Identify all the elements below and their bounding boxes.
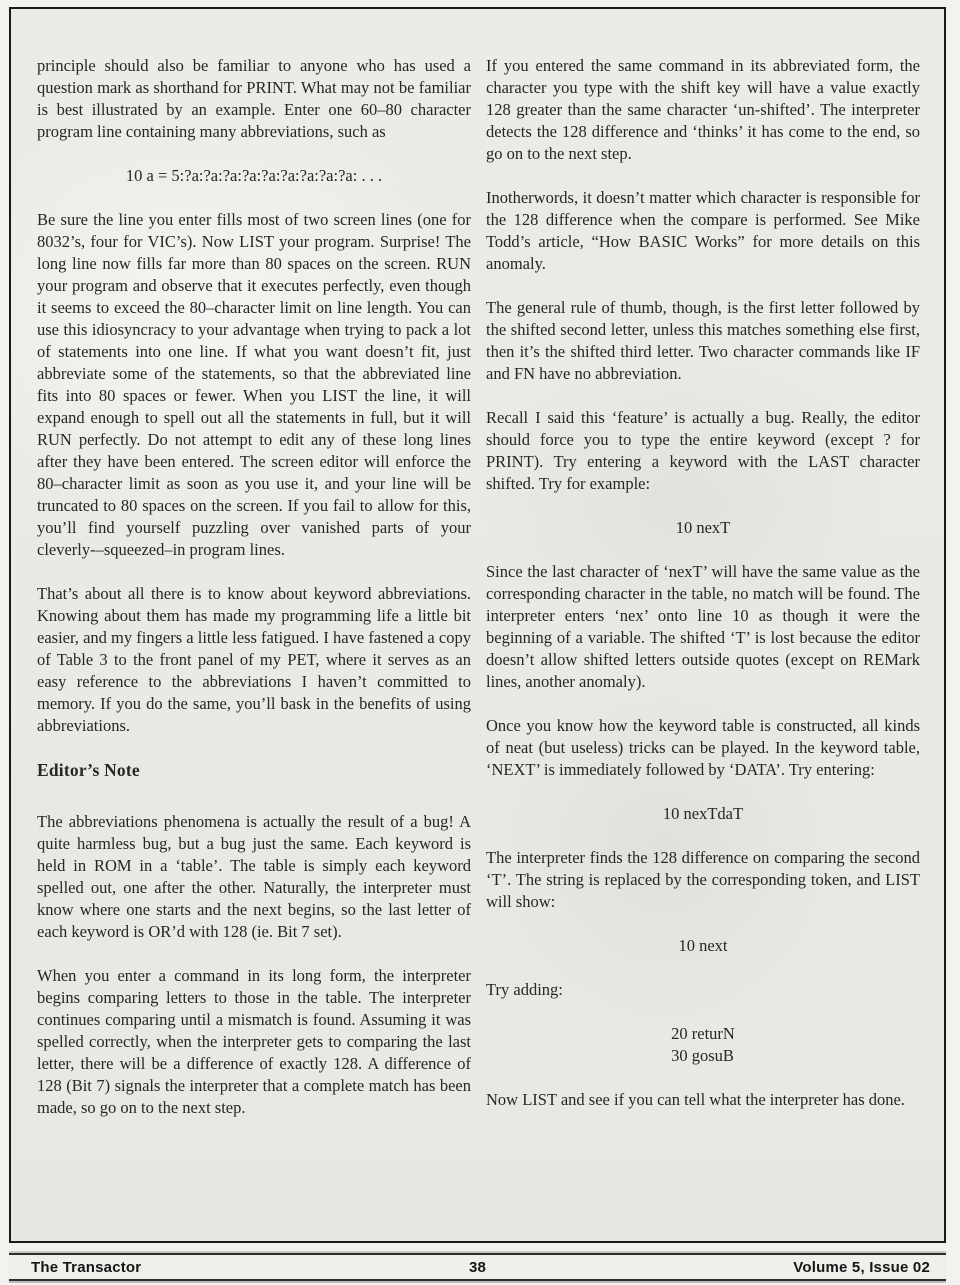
paragraph-interpreter-finds: The interpreter finds the 128 difference on comparing the second ‘T’. The string is replaced by the corresponding token, and LIST will show:: [486, 848, 920, 911]
code-line-nexTdaT: 10 nexTdaT: [662, 804, 744, 823]
code-line-gosuB: 30 gosuB: [671, 1046, 734, 1065]
paragraph-general-rule: The general rule of thumb, though, is the first letter followed by the shifted second letter, unless this matches something else first, then it’s the shifted third letter. Two character commands like IF and FN have no abbreviation.: [486, 298, 920, 383]
paragraph-now-list: Now LIST and see if you can tell what the interpreter has done.: [486, 1090, 905, 1109]
paragraph-be-sure: Be sure the line you enter fills most of two screen lines (one for 8032’s, four for VIC’s). Now LIST your program. Surprise! The long line now fills far more than 80 spaces on the screen. RUN your program and observe that it executes perfectly, even though it seems to exceed the 80–character limit on line length. You can use this idiosyncracy to your advantage when trying to pack a lot of statements into one line. If what you want doesn’t fit, just abbreviate some of the statements, so that the abbreviated line fits into 80 spaces or fewer. When you LIST the line, it will expand enough to spell out all the statements in full, but it will RUN perfectly. Do not attempt to edit any of these long lines after they have been entered. The screen editor will enforce the 80–character limit as soon as you use it, and your line will be truncated to 80 spaces on the screen. If you fail to allow for this, you’ll find yourself puzzling over vanished parts of your cleverly-–squeezed–in program lines.: [37, 210, 471, 559]
paragraph-since: Since the last character of ‘nexT’ will have the same value as the corresponding character in the table, no match will be found. The interpreter enters ‘nex’ onto line 10 as though it were the beginning of a variable. The shifted ‘T’ is lost because the editor doesn’t allow shifted letters outside quotes (except on REMark lines, another anomaly).: [486, 562, 920, 691]
page-footer: [9, 1253, 946, 1281]
code-line-returN: 20 returN: [671, 1024, 735, 1043]
code-line-abbrev-example: 10 a = 5:?a:?a:?a:?a:?a:?a:?a:?a:?a: . . .: [125, 166, 383, 185]
paragraph-long-form: When you enter a command in its long form, the interpreter begins comparing letters to those in the table. The interpreter continues comparing until a mismatch is found. Assuming it was spelled correctly, when the interpreter gets to comparing the last letter, there will be a difference of exactly 128. A difference of 128 (Bit 7) signals the interpreter that a complete match has been made, so go on to the next step.: [37, 966, 471, 1117]
code-line-next: 10 next: [678, 936, 728, 955]
footer-journal-title: The Transactor: [31, 1258, 142, 1276]
code-block-return-gosub: [486, 1023, 920, 1067]
article-columns: [11, 9, 944, 1141]
code-line-nexT: 10 nexT: [675, 518, 731, 537]
left-column: [37, 55, 471, 1141]
paragraph-abbrev-form: If you entered the same command in its abbreviated form, the character you type with the shift key will have a value exactly 128 greater than the same character ‘un-shifted’. The interpreter detects the 128 difference and ‘thinks’ it has come to the end, so go on to the next step.: [486, 56, 920, 163]
paragraph-once: Once you know how the keyword table is constructed, all kinds of neat (but useless) tricks can be played. In the keyword table, ‘NEXT’ is immediately followed by ‘DATA’. Try entering:: [486, 716, 920, 779]
paragraph-thats-about: That’s about all there is to know about keyword abbreviations. Knowing about them has made my programming life a little bit easier, and my fingers a little less fatigued. I have fastened a copy of Table 3 to the front panel of my PET, where it serves as an easy reference to the abbreviations I haven’t committed to memory. If you do the same, you’ll bask in the benefits of using abbreviations.: [37, 584, 471, 735]
paragraph-bug: The abbreviations phenomena is actually the result of a bug! A quite harmless bug, but a bug just the same. Each keyword is held in ROM in a ‘table’. The table is simply each keyword spelled out, one after the other. Naturally, the interpreter must know where one starts and the next begins, so the last letter of each keyword is OR’d with 128 (ie. Bit 7 set).: [37, 812, 471, 941]
article-page: [9, 7, 946, 1243]
right-column: [486, 55, 920, 1141]
footer-page-number: 38: [468, 1258, 487, 1276]
paragraph-inotherwords: Inotherwords, it doesn’t matter which character is responsible for the 128 difference when the compare is performed. See Mike Todd’s article, “How BASIC Works” for more details on this anomaly.: [486, 188, 920, 273]
paragraph-recall: Recall I said this ‘feature’ is actually a bug. Really, the editor should force you to type the entire keyword (except ? for PRINT). Try entering a keyword with the LAST character shifted. Try for example:: [486, 408, 920, 493]
footer-issue: Volume 5, Issue 02: [793, 1258, 930, 1276]
paragraph-try-adding: Try adding:: [486, 980, 563, 999]
paragraph-intro: principle should also be familiar to anyone who has used a question mark as shorthand for PRINT. What may not be familiar is best illustrated by an example. Enter one 60–80 character program line containing many abbreviations, such as: [37, 56, 471, 141]
editors-note-heading: Editor’s Note: [37, 760, 140, 780]
